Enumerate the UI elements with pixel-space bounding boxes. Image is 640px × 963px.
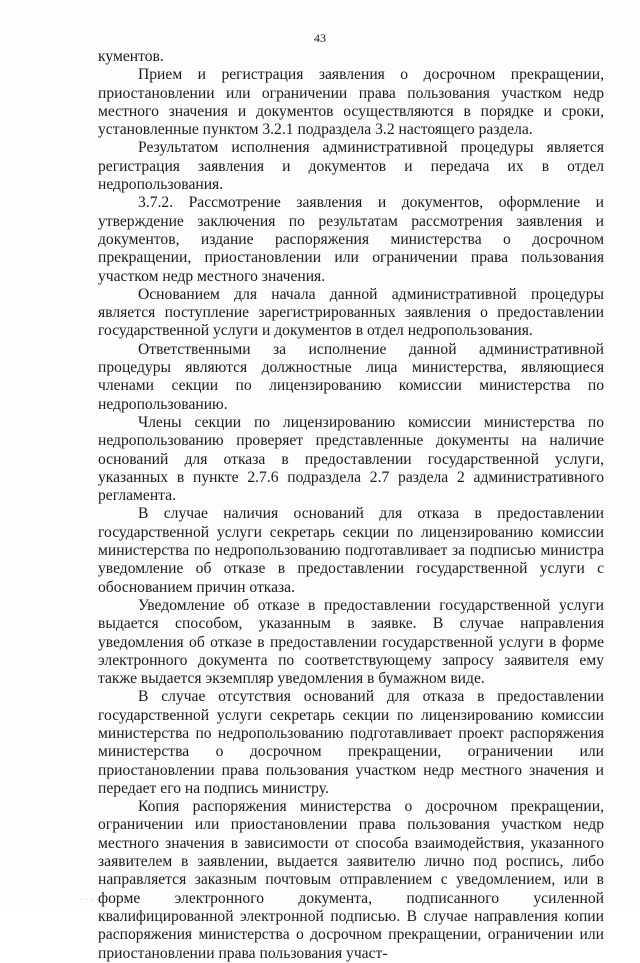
paragraph: Прием и регистрация заявления о досрочном прекращении, приостановлении или ограничении права пользования участком недр местного значения и документов осуществляются в порядке и сроки, установленные пунктом 3.2.1 подраздела 3.2 настоящего раздела. [98,66,604,139]
paragraph: 3.7.2. Рассмотрение заявления и документов, оформление и утверждение заключения по результатам рассмотрения заявления и документов, издание распоряжения министерства о досрочном прекращении, приостановлении или ограничении права пользования участком недр местного значения. [98,194,604,285]
paragraph: Копия распоряжения министерства о досрочном прекращении, ограничении или приостановлении права пользования участком недр местного значения в зависимости от способа взаимодействия, указанного заявителем в заявлении, выдается заявителю лично под роспись, либо направляется заказным почтовым отправлением с уведомлением, или в форме электронного документа, подписанного усиленной квалифицированной электронной подписью. В случае направления копии распоряжения министерства о досрочном прекращении, ограничении или приостановлении права пользования участ- [98,798,604,962]
paragraph: Уведомление об отказе в предоставлении государственной услуги выдается способом, указанным в заявке. В случае направления уведомления об отказе в предоставлении государственной услуги в форме электронного документа по соответствующему запросу заявителя ему также выдается экземпляр уведомления в бумажном виде. [98,596,604,688]
paragraph-continuation: кументов. [98,48,164,65]
paragraph: Члены секции по лицензированию комиссии министерства по недропользованию проверяет представленные документы на наличие оснований для отказа в предоставлении государственной услуги, указанных в пункте 2.7.6 подраздела 2.7 раздела 2 административного регламента. [98,413,604,505]
paragraph: Результатом исполнения административной процедуры является регистрация заявления и документов и передача их в отдел недропользования. [98,139,604,194]
scan-artifact: · · · · [80,897,100,903]
paragraph: В случае наличия оснований для отказа в предоставлении государственной услуги секретарь секции по лицензированию комиссии министерства по недропользованию подготавливает за подписью министра уведомление об отказе в предоставлении государственной услуги с обоснованием причин отказа. [98,505,604,596]
paragraph: Ответственными за исполнение данной административной процедуры являются должностные лица министерства, являющиеся членами секции по лицензированию комиссии министерства по недропользованию. [98,340,604,413]
paragraph: В случае отсутствия оснований для отказа в предоставлении государственной услуги секретарь секции по лицензированию комиссии министерства по недропользованию подготавливает проект распоряжения министерства о досрочном прекращении, ограничении или приостановлении права пользования участком недр местного значения и передает его на подпись министру. [98,688,604,797]
paragraph: Основанием для начала данной административной процедуры является поступление зарегистрированных заявления о предоставлении государственной услуги и документов в отдел недропользования. [98,285,604,340]
page-number: 43 [314,31,326,45]
document-body [98,48,604,963]
